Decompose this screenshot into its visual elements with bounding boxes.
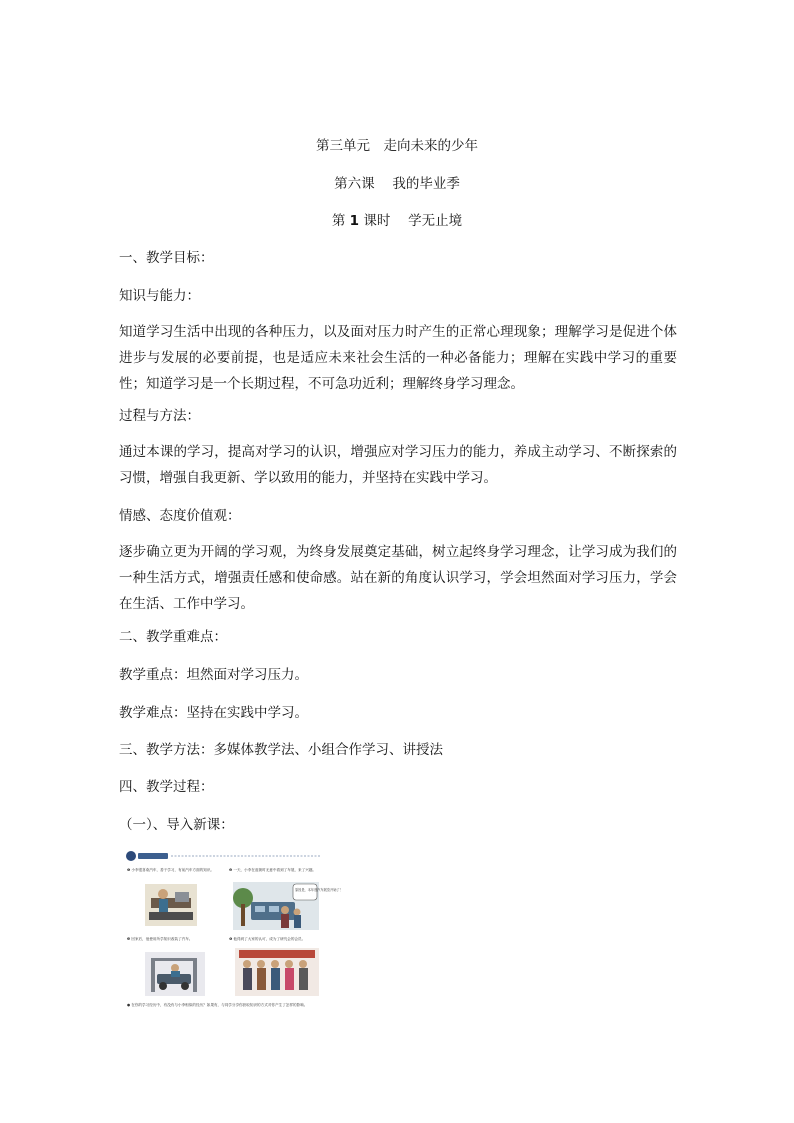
knowledge-text: 知道学习生活中出现的各种压力，以及面对压力时产生的正常心理现象；理解学习是促进个体进步与发展的必要前提，也是适应未来社会生活的一种必备能力；理解在实践中学习的重要性；知道学习是一个长期过程，不可急功近利；理解终身学习理念。: [119, 324, 677, 392]
process-text: 通过本课的学习，提高对学习的认识，增强应对学习压力的能力，养成主动学习、不断探索的习惯，增强自我更新、学以致用的能力，并坚持在实践中学习。: [119, 444, 677, 486]
process-steps-heading: 四、教学过程：: [119, 779, 214, 795]
key-point: 教学重点：坦然面对学习压力。: [119, 667, 308, 683]
period-suffix: 课时 学无止境: [359, 213, 463, 229]
goals-heading: 一、教学目标：: [119, 250, 214, 266]
banner-shape: [239, 950, 315, 958]
unit-title: 第三单元 走向未来的少年: [316, 138, 478, 154]
emotion-heading: 情感、态度价值观：: [119, 508, 241, 524]
panel-caption: ❷ 一天，小李在逛街时无意中看到了车展，来了兴趣。: [229, 868, 317, 872]
figure-footer: ● 在你的学习经历中，有没有与小李相似的经历？如果有，与同学分享你获取知识的方式对你产生了怎样的影响。: [127, 1003, 308, 1007]
period-number: 1: [349, 213, 360, 229]
lesson-title: 第六课 我的毕业季: [334, 176, 460, 192]
speech-bubble-text: 原因是，本年度汽车展览开始了！: [295, 888, 343, 892]
difficult-point: 教学难点：坚持在实践中学习。: [119, 705, 308, 721]
comic-illustration: [123, 846, 343, 1016]
panel-caption: ❹ 他得到了大家的认可，成为了研究会的会员。: [229, 937, 306, 941]
process-heading: 过程与方法：: [119, 408, 200, 424]
panel-2: [229, 867, 343, 930]
panel-caption: ❸ 回家后，他使用所学知识改装了汽车。: [127, 937, 193, 941]
period-title: [0, 211, 794, 231]
intro-heading: （一）、导入新课：: [119, 817, 234, 833]
knowledge-heading: 知识与能力：: [119, 288, 200, 304]
panel-4: [229, 936, 319, 996]
speech-bubble: [293, 884, 317, 900]
key-heading: 二、教学重难点：: [119, 629, 227, 645]
panel-caption: ❶ 小李很喜欢汽车，善于学习，有前汽车方面的知识。: [127, 868, 215, 872]
panel-1: [127, 867, 214, 926]
emotion-text: 逐步确立更为开阔的学习观，为终身发展奠定基础，树立起终身学习理念，让学习成为我们的一种生活方式，增强责任感和使命感。站在新的角度认识学习，学会坦然面对学习压力，学会在生活、工作中学习。: [119, 544, 677, 612]
figure-header: [126, 851, 321, 861]
panel-3: [127, 936, 205, 996]
method-line: 三、教学方法：多媒体教学法、小组合作学习、讲授法: [119, 742, 443, 758]
period-prefix: 第: [331, 213, 350, 229]
